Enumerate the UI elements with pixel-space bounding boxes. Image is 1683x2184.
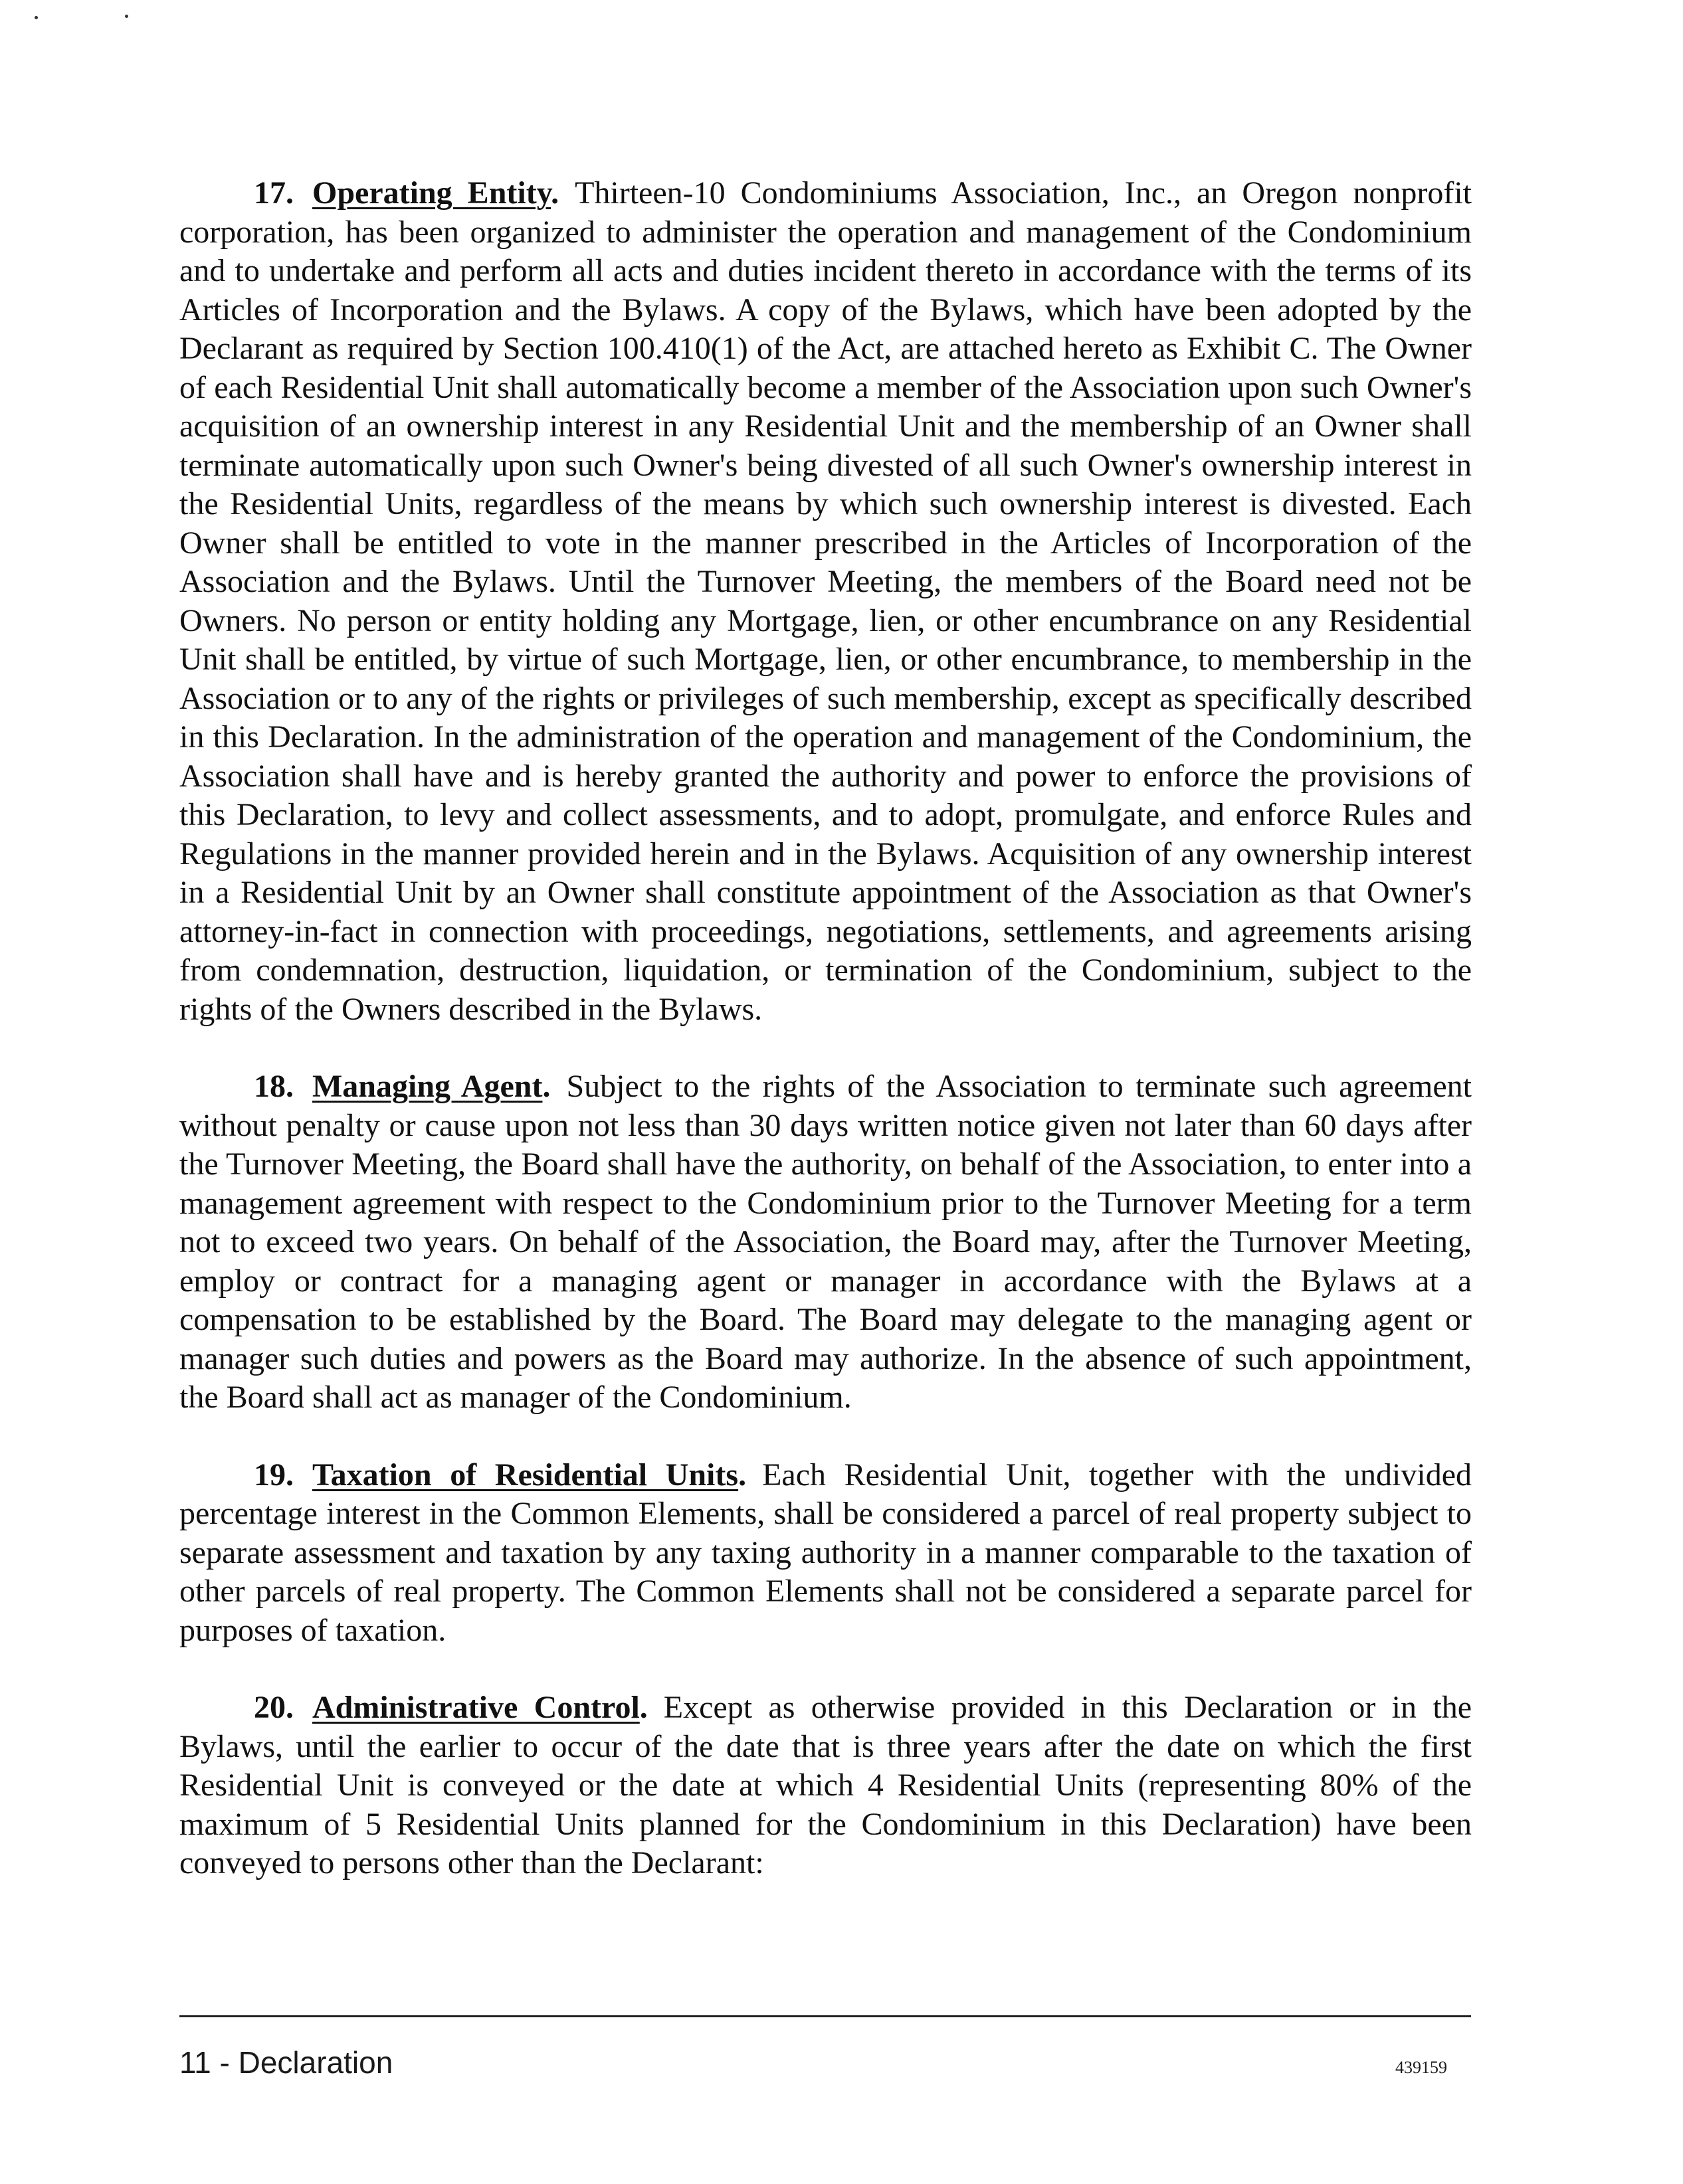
section-number: 19. — [254, 1457, 294, 1493]
section-heading: Taxation of Residential Units — [312, 1457, 739, 1493]
section-number: 20. — [254, 1690, 294, 1725]
section-number: 17. — [254, 175, 294, 211]
section-heading: Administrative Control — [312, 1690, 640, 1725]
section-17-operating-entity: 17. Operating Entity. Thirteen-10 Condominiums Association, Inc., an Oregon nonprofit corporation, has been organized to administer the operation and management of the Condominium and to undertake and perform all acts and duties incident thereto in accordance with the terms of its Articles of Incorporation and the Bylaws. A copy of the Bylaws, which have been adopted by the Declarant as required by Section 100.410(1) of the Act, are attached hereto as Exhibit C. The Owner of each Residential Unit shall automatically become a member of the Association upon such Owner's acquisition of an ownership interest in any Residential Unit and the membership of an Owner shall terminate automatically upon such Owner's being divested of all such Owner's ownership interest in the Residential Units, regardless of the means by which such ownership interest is divested. Each Owner shall be entitled to vote in the manner prescribed in the Articles of Incorporation of the Association and the Bylaws. Until the Turnover Meeting, the members of the Board need not be Owners. No person or entity holding any Mortgage, lien, or other encumbrance on any Residential Unit shall be entitled, by virtue of such Mortgage, lien, or other encumbrance, to membership in the Association or to any of the rights or privileges of such membership, except as specifically described in this Declaration. In the administration of the operation and management of the Condominium, the Association shall have and is hereby granted the authority and power to enforce the provisions of this Declaration, to levy and collect assessments, and to adopt, promulgate, and enforce Rules and Regulations in the manner provided herein and in the Bylaws. Acquisition of any ownership interest in a Residential Unit by an Owner shall constitute appointment of the Association as that Owner's attorney-in-fact in connection with proceedings, negotiations, settlements, and agreements arising from condemnation, destruction, liquidation, or termination of the Condominium, subject to the rights of the Owners described in the Bylaws. — [179, 175, 1472, 1027]
document-body — [179, 174, 1472, 1922]
footer-page-label: 11 - Declaration — [179, 2045, 393, 2080]
section-number: 18. — [254, 1069, 294, 1104]
section-body: Subject to the rights of the Association to terminate such agreement without penalty or cause upon not less than 30 days written notice given not later than 60 days after the Turnover Meeting, the Board shall have the authority, on behalf of the Association, to enter into a management agreement with respect to the Condominium prior to the Turnover Meeting for a term not to exceed two years. On behalf of the Association, the Board may, after the Turnover Meeting, employ or contract for a managing agent or manager in accordance with the Bylaws at a compensation to be established by the Board. The Board may delegate to the managing agent or manager such duties and powers as the Board may authorize. In the absence of such appointment, the Board shall act as manager of the Condominium. — [179, 1069, 1472, 1415]
section-heading: Operating Entity — [312, 175, 551, 211]
scan-speck — [35, 16, 38, 19]
section-body: Thirteen-10 Condominiums Association, Inc., an Oregon nonprofit corporation, has been organized to administer the operation and management of the Condominium and to undertake and perform all acts and duties incident thereto in accordance with the terms of its Articles of Incorporation and the Bylaws. A copy of the Bylaws, which have been adopted by the Declarant as required by Section 100.410(1) of the Act, are attached hereto as Exhibit C. The Owner of each Residential Unit shall automatically become a member of the Association upon such Owner's acquisition of an ownership interest in any Residential Unit and the membership of an Owner shall terminate automatically upon such Owner's being divested of all such Owner's ownership interest in the Residential Units, regardless of the means by which such ownership interest is divested. Each Owner shall be entitled to vote in the manner prescribed in the Articles of Incorporation of the Association and the Bylaws. Until the Turnover Meeting, the members of the Board need not be Owners. No person or entity holding any Mortgage, lien, or other encumbrance on any Residential Unit shall be entitled, by virtue of such Mortgage, lien, or other encumbrance, to membership in the Association or to any of the rights or privileges of such membership, except as specifically described in this Declaration. In the administration of the operation and management of the Condominium, the Association shall have and is hereby granted the authority and power to enforce the provisions of this Declaration, to levy and collect assessments, and to adopt, promulgate, and enforce Rules and Regulations in the manner provided herein and in the Bylaws. Acquisition of any ownership interest in a Residential Unit by an Owner shall constitute appointment of the Association as that Owner's attorney-in-fact in connection with proceedings, negotiations, settlements, and agreements arising from condemnation, destruction, liquidation, or termination of the Condominium, subject to the rights of the Owners described in the Bylaws. — [179, 175, 1472, 1027]
section-body: Each Residential Unit, together with the undivided percentage interest in the Common Elements, shall be considered a parcel of real property subject to separate assessment and taxation by any taxing authority in a manner comparable to the taxation of other parcels of real property. The Common Elements shall not be considered a separate parcel for purposes of taxation. — [179, 1457, 1472, 1648]
document-number: 439159 — [1395, 2058, 1447, 2077]
section-18-managing-agent: 18. Managing Agent. Subject to the rights of the Association to terminate such agreement without penalty or cause upon not less than 30 days written notice given not later than 60 days after the Turnover Meeting, the Board shall have the authority, on behalf of the Association, to enter into a management agreement with respect to the Condominium prior to the Turnover Meeting for a term not to exceed two years. On behalf of the Association, the Board may, after the Turnover Meeting, employ or contract for a managing agent or manager in accordance with the Bylaws at a compensation to be established by the Board. The Board may delegate to the managing agent or manager such duties and powers as the Board may authorize. In the absence of such appointment, the Board shall act as manager of the Condominium. — [179, 1069, 1472, 1415]
section-20-administrative-control: 20. Administrative Control. Except as otherwise provided in this Declaration or in the Bylaws, until the earlier to occur of the date that is three years after the date on which the first Residential Unit is conveyed or the date at which 4 Residential Units (representing 80% of the maximum of 5 Residential Units planned for the Condominium in this Declaration) have been conveyed to persons other than the Declarant: — [179, 1690, 1472, 1880]
footer-divider — [179, 2015, 1471, 2017]
section-body: Except as otherwise provided in this Declaration or in the Bylaws, until the earlier to occur of the date that is three years after the date on which the first Residential Unit is conveyed or the date at which 4 Residential Units (representing 80% of the maximum of 5 Residential Units planned for the Condominium in this Declaration) have been conveyed to persons other than the Declarant: — [179, 1690, 1472, 1880]
section-19-taxation-of-residential-units: 19. Taxation of Residential Units. Each Residential Unit, together with the undivided percentage interest in the Common Elements, shall be considered a parcel of real property subject to separate assessment and taxation by any taxing authority in a manner comparable to the taxation of other parcels of real property. The Common Elements shall not be considered a separate parcel for purposes of taxation. — [179, 1457, 1472, 1648]
section-heading: Managing Agent — [312, 1069, 543, 1104]
scan-speck — [125, 15, 128, 18]
